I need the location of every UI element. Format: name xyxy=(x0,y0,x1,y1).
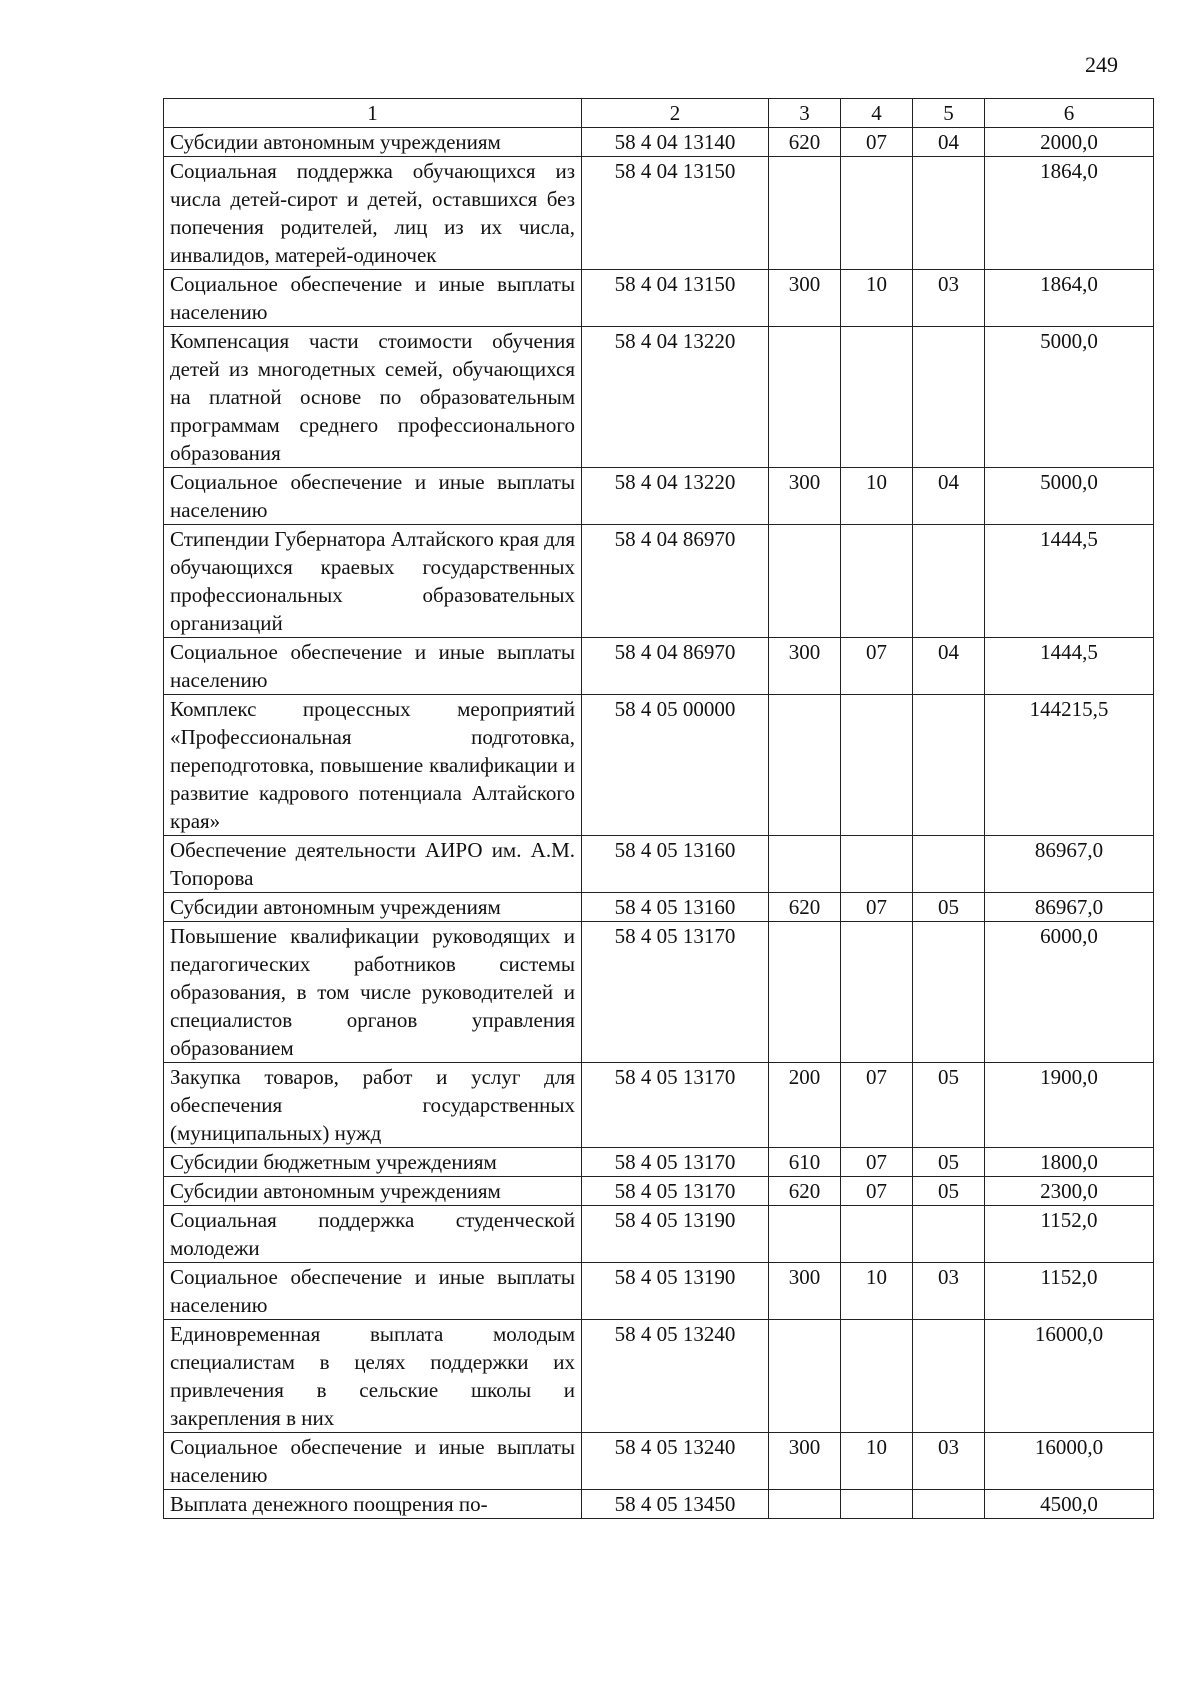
table-row xyxy=(164,1490,1154,1519)
section-cell xyxy=(841,327,913,468)
table-row xyxy=(164,1063,1154,1148)
amount-cell: 5000,0 xyxy=(985,327,1154,468)
expense-name-cell: Закупка товаров, работ и услуг для обеспечения государственных (муниципальных) нужд xyxy=(164,1063,582,1148)
target-code-cell: 58 4 05 13160 xyxy=(582,836,769,893)
table-row xyxy=(164,1148,1154,1177)
subsection-cell: 04 xyxy=(913,638,985,695)
amount-cell: 1444,5 xyxy=(985,638,1154,695)
subsection-cell xyxy=(913,327,985,468)
subsection-cell xyxy=(913,1206,985,1263)
subsection-cell: 03 xyxy=(913,1433,985,1490)
expense-type-cell xyxy=(769,1490,841,1519)
header-row xyxy=(164,99,1154,128)
section-cell: 10 xyxy=(841,1433,913,1490)
target-code-cell: 58 4 05 13190 xyxy=(582,1206,769,1263)
table-row xyxy=(164,1206,1154,1263)
expense-name-cell: Субсидии автономным учреждениям xyxy=(164,893,582,922)
table-row xyxy=(164,157,1154,270)
subsection-cell xyxy=(913,922,985,1063)
subsection-cell: 03 xyxy=(913,270,985,327)
column-header: 1 xyxy=(164,99,582,128)
section-cell: 07 xyxy=(841,1148,913,1177)
target-code-cell: 58 4 05 00000 xyxy=(582,695,769,836)
expense-name-cell: Субсидии автономным учреждениям xyxy=(164,1177,582,1206)
subsection-cell xyxy=(913,157,985,270)
table-row xyxy=(164,128,1154,157)
amount-cell: 144215,5 xyxy=(985,695,1154,836)
expense-type-cell xyxy=(769,1206,841,1263)
expense-type-cell xyxy=(769,695,841,836)
section-cell: 07 xyxy=(841,1177,913,1206)
section-cell: 07 xyxy=(841,638,913,695)
expense-type-cell xyxy=(769,836,841,893)
expense-name-cell: Социальная поддержка студенческой молодежи xyxy=(164,1206,582,1263)
target-code-cell: 58 4 04 86970 xyxy=(582,525,769,638)
expense-name-cell: Компенсация части стоимости обучения детей из многодетных семей, обучающихся на платной основе по образовательным программам среднего профессионального образования xyxy=(164,327,582,468)
target-code-cell: 58 4 04 86970 xyxy=(582,638,769,695)
target-code-cell: 58 4 05 13170 xyxy=(582,1177,769,1206)
subsection-cell: 05 xyxy=(913,1063,985,1148)
section-cell: 07 xyxy=(841,1063,913,1148)
amount-cell: 1152,0 xyxy=(985,1263,1154,1320)
table-row xyxy=(164,836,1154,893)
amount-cell: 86967,0 xyxy=(985,836,1154,893)
subsection-cell: 04 xyxy=(913,128,985,157)
section-cell: 10 xyxy=(841,1263,913,1320)
expense-type-cell: 300 xyxy=(769,270,841,327)
column-header: 5 xyxy=(913,99,985,128)
expense-name-cell: Субсидии автономным учреждениям xyxy=(164,128,582,157)
expense-type-cell: 610 xyxy=(769,1148,841,1177)
expense-type-cell: 200 xyxy=(769,1063,841,1148)
subsection-cell: 05 xyxy=(913,893,985,922)
target-code-cell: 58 4 05 13240 xyxy=(582,1320,769,1433)
target-code-cell: 58 4 05 13240 xyxy=(582,1433,769,1490)
amount-cell: 2000,0 xyxy=(985,128,1154,157)
target-code-cell: 58 4 05 13450 xyxy=(582,1490,769,1519)
expense-type-cell xyxy=(769,1320,841,1433)
section-cell xyxy=(841,1206,913,1263)
amount-cell: 2300,0 xyxy=(985,1177,1154,1206)
subsection-cell xyxy=(913,695,985,836)
section-cell xyxy=(841,1320,913,1433)
table-row xyxy=(164,695,1154,836)
amount-cell: 1864,0 xyxy=(985,270,1154,327)
expense-name-cell: Социальное обеспечение и иные выплаты населению xyxy=(164,638,582,695)
target-code-cell: 58 4 04 13220 xyxy=(582,468,769,525)
expense-name-cell: Повышение квалификации руководящих и педагогических работников системы образования, в том числе руководителей и специалистов органов управления образованием xyxy=(164,922,582,1063)
target-code-cell: 58 4 05 13170 xyxy=(582,1148,769,1177)
section-cell xyxy=(841,525,913,638)
amount-cell: 6000,0 xyxy=(985,922,1154,1063)
section-cell: 07 xyxy=(841,893,913,922)
table-row xyxy=(164,327,1154,468)
table-row xyxy=(164,1177,1154,1206)
column-header: 3 xyxy=(769,99,841,128)
table-row xyxy=(164,468,1154,525)
page-number: 249 xyxy=(1085,52,1118,77)
table-row xyxy=(164,525,1154,638)
section-cell xyxy=(841,695,913,836)
expense-type-cell: 620 xyxy=(769,893,841,922)
expense-name-cell: Комплекс процессных мероприятий «Профессиональная подготовка, переподготовка, повышение квалификации и развитие кадрового потенциала Алтайского края» xyxy=(164,695,582,836)
section-cell xyxy=(841,157,913,270)
table-row xyxy=(164,1263,1154,1320)
amount-cell: 1864,0 xyxy=(985,157,1154,270)
budget-table xyxy=(163,98,1154,1519)
table-body xyxy=(164,128,1154,1519)
expense-name-cell: Стипендии Губернатора Алтайского края для обучающихся краевых государственных профессиональных образовательных организаций xyxy=(164,525,582,638)
section-cell xyxy=(841,836,913,893)
subsection-cell xyxy=(913,1490,985,1519)
expense-type-cell: 300 xyxy=(769,1433,841,1490)
table-row xyxy=(164,922,1154,1063)
expense-type-cell xyxy=(769,922,841,1063)
amount-cell: 1444,5 xyxy=(985,525,1154,638)
expense-name-cell: Обеспечение деятельности АИРО им. А.М. Топорова xyxy=(164,836,582,893)
section-cell: 07 xyxy=(841,128,913,157)
expense-name-cell: Социальная поддержка обучающихся из числа детей-сирот и детей, оставшихся без попечения родителей, лиц из их числа, инвалидов, матерей-одиночек xyxy=(164,157,582,270)
expense-name-cell: Социальное обеспечение и иные выплаты населению xyxy=(164,468,582,525)
target-code-cell: 58 4 05 13160 xyxy=(582,893,769,922)
amount-cell: 16000,0 xyxy=(985,1433,1154,1490)
expense-name-cell: Единовременная выплата молодым специалистам в целях поддержки их привлечения в сельские школы и закрепления в них xyxy=(164,1320,582,1433)
table-row xyxy=(164,893,1154,922)
subsection-cell: 04 xyxy=(913,468,985,525)
target-code-cell: 58 4 04 13150 xyxy=(582,157,769,270)
expense-name-cell: Социальное обеспечение и иные выплаты населению xyxy=(164,1433,582,1490)
amount-cell: 1152,0 xyxy=(985,1206,1154,1263)
subsection-cell: 05 xyxy=(913,1148,985,1177)
expense-type-cell: 300 xyxy=(769,1263,841,1320)
target-code-cell: 58 4 04 13220 xyxy=(582,327,769,468)
expense-name-cell: Выплата денежного поощрения по- xyxy=(164,1490,582,1519)
target-code-cell: 58 4 04 13140 xyxy=(582,128,769,157)
expense-type-cell: 300 xyxy=(769,638,841,695)
section-cell: 10 xyxy=(841,270,913,327)
table-row xyxy=(164,638,1154,695)
target-code-cell: 58 4 05 13170 xyxy=(582,1063,769,1148)
amount-cell: 4500,0 xyxy=(985,1490,1154,1519)
subsection-cell xyxy=(913,1320,985,1433)
amount-cell: 5000,0 xyxy=(985,468,1154,525)
target-code-cell: 58 4 04 13150 xyxy=(582,270,769,327)
expense-type-cell xyxy=(769,525,841,638)
expense-type-cell: 620 xyxy=(769,1177,841,1206)
amount-cell: 1900,0 xyxy=(985,1063,1154,1148)
column-header: 4 xyxy=(841,99,913,128)
subsection-cell: 05 xyxy=(913,1177,985,1206)
expense-name-cell: Субсидии бюджетным учреждениям xyxy=(164,1148,582,1177)
target-code-cell: 58 4 05 13170 xyxy=(582,922,769,1063)
column-header: 6 xyxy=(985,99,1154,128)
table-row xyxy=(164,270,1154,327)
expense-type-cell: 300 xyxy=(769,468,841,525)
section-cell: 10 xyxy=(841,468,913,525)
expense-type-cell: 620 xyxy=(769,128,841,157)
section-cell xyxy=(841,1490,913,1519)
section-cell xyxy=(841,922,913,1063)
amount-cell: 1800,0 xyxy=(985,1148,1154,1177)
column-header: 2 xyxy=(582,99,769,128)
expense-name-cell: Социальное обеспечение и иные выплаты населению xyxy=(164,270,582,327)
expense-type-cell xyxy=(769,327,841,468)
expense-type-cell xyxy=(769,157,841,270)
amount-cell: 16000,0 xyxy=(985,1320,1154,1433)
expense-name-cell: Социальное обеспечение и иные выплаты населению xyxy=(164,1263,582,1320)
subsection-cell xyxy=(913,836,985,893)
subsection-cell xyxy=(913,525,985,638)
target-code-cell: 58 4 05 13190 xyxy=(582,1263,769,1320)
subsection-cell: 03 xyxy=(913,1263,985,1320)
table-row xyxy=(164,1320,1154,1433)
amount-cell: 86967,0 xyxy=(985,893,1154,922)
table-row xyxy=(164,1433,1154,1490)
